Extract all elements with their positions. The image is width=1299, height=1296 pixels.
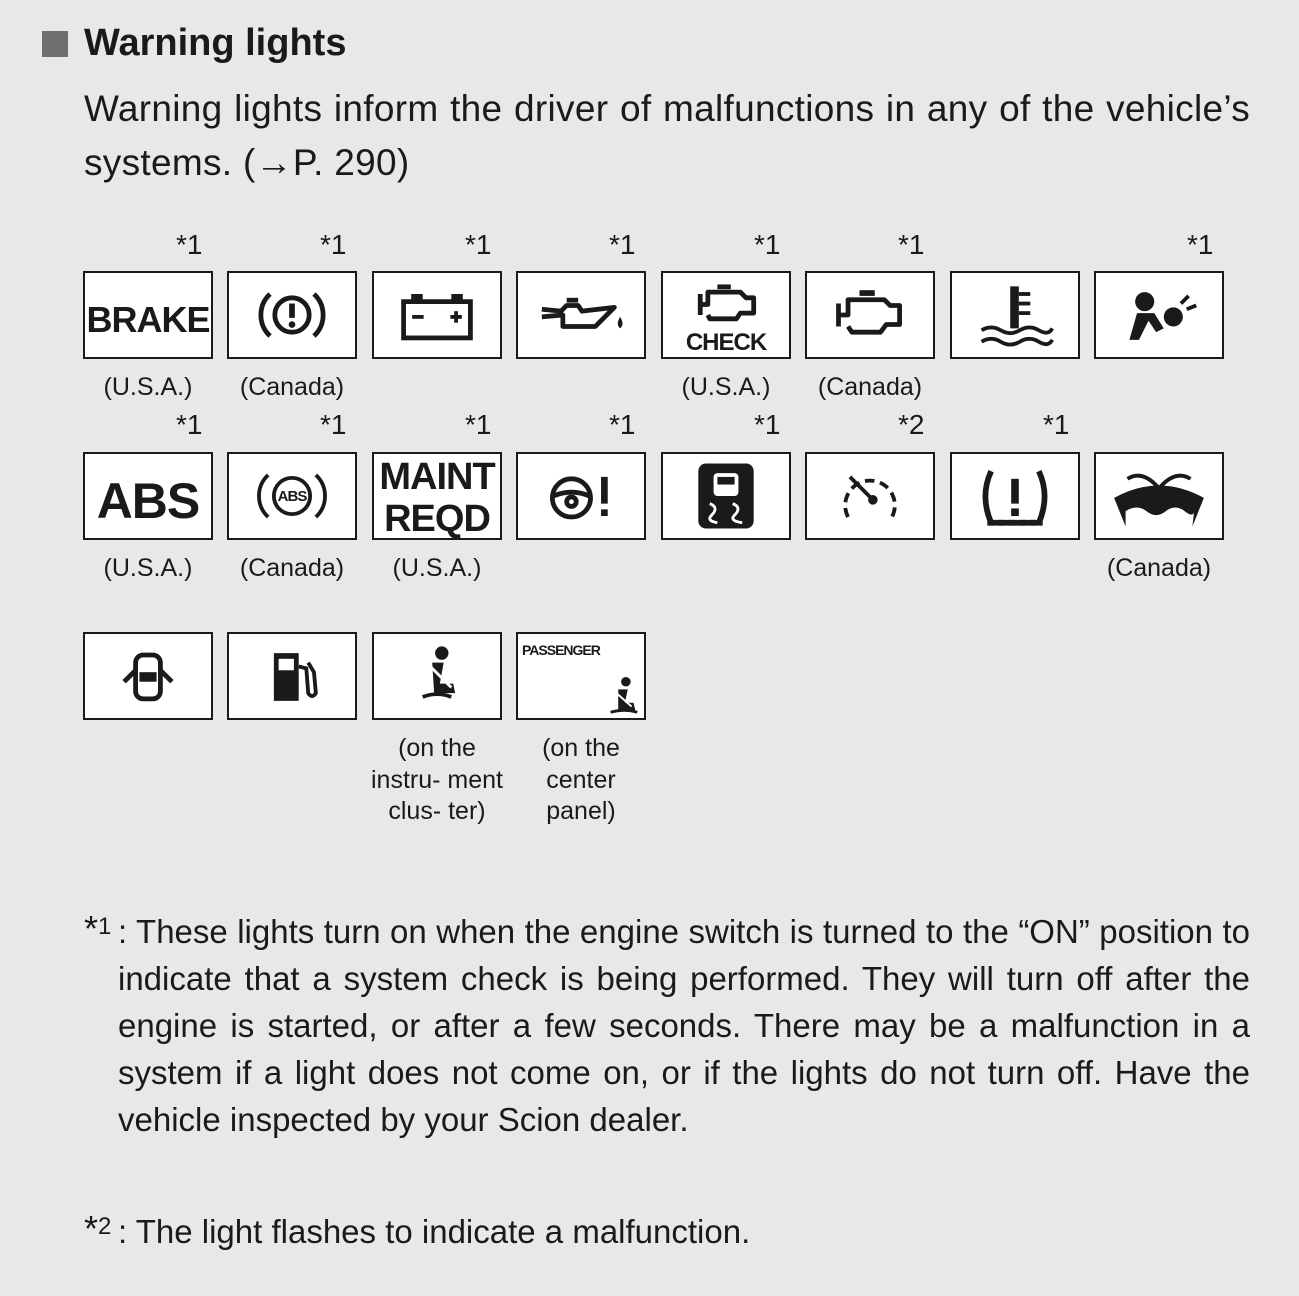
footnote-mark: *1 [1187, 229, 1214, 260]
footnote-mark: *1 [1043, 409, 1070, 440]
caption: (Canada) [239, 373, 345, 401]
seatbelt-icon [372, 632, 502, 720]
caption: (Canada) [817, 373, 923, 401]
washer-fluid-icon [1094, 452, 1224, 540]
brake-text-icon: BRAKE [83, 271, 213, 359]
abs-text-icon: ABS [83, 452, 213, 540]
heading-square-icon [42, 31, 68, 57]
footnote-mark: *1 [609, 409, 636, 440]
footnote-mark: *1 [320, 229, 347, 260]
battery-icon [372, 271, 502, 359]
check-engine-icon: CHECK [661, 271, 791, 359]
maint-reqd-icon: MAINT REQD [372, 452, 502, 540]
caption: (U.S.A.) [681, 373, 771, 401]
passenger-seatbelt-icon: PASSENGER [516, 632, 646, 720]
intro-paragraph: Warning lights inform the driver of malfunctions in any of the vehicle’s systems. (→P. 290) [84, 88, 1250, 183]
skid-indicator-icon [661, 452, 791, 540]
footnote-mark: *1 [465, 409, 492, 440]
footnote-1-mark: *$^1$ [84, 908, 112, 949]
footnote-mark: *1 [754, 409, 781, 440]
oil-can-icon [516, 271, 646, 359]
caption: (on the instru- ment clus- ter) [371, 734, 503, 825]
footnote-mark: *1 [465, 229, 492, 260]
engine-icon [805, 271, 935, 359]
footnote-mark: *1 [609, 229, 636, 260]
cruise-control-icon [805, 452, 935, 540]
caption: (U.S.A.) [392, 554, 482, 582]
footnote-mark: *2 [898, 409, 925, 440]
abs-circle-icon: ABS [227, 452, 357, 540]
caption: (U.S.A.) [103, 373, 193, 401]
footnote-mark: *1 [320, 409, 347, 440]
caption: (Canada) [239, 554, 345, 582]
airbag-icon [1094, 271, 1224, 359]
caption: (U.S.A.) [103, 554, 193, 582]
footnote-mark: *1 [176, 409, 203, 440]
footnote-1-text: : These lights turn on when the engine switch is turned to the “ON” position to indicate that a system check is being performed. They will turn off after the engine is started, or after a few seconds. There may be a malfunction in a system if a light does not come on, or if the lights do not turn off. Have the vehicle inspected by your Scion dealer. [118, 913, 1250, 1138]
power-steering-icon [516, 452, 646, 540]
footnote-mark: *1 [176, 229, 203, 260]
footnote-mark: *1 [898, 229, 925, 260]
section-heading: Warning lights [84, 22, 347, 64]
footnote-2-text: : The light flashes to indicate a malfunction. [118, 1213, 751, 1250]
caption: (Canada) [1106, 554, 1212, 582]
coolant-temperature-icon [950, 271, 1080, 359]
open-door-icon [83, 632, 213, 720]
caption: (on the center panel) [542, 734, 620, 825]
fuel-pump-icon [227, 632, 357, 720]
brake-circle-icon [227, 271, 357, 359]
footnote-mark: *1 [754, 229, 781, 260]
tire-pressure-icon [950, 452, 1080, 540]
footnote-2-mark: *$^2$ [84, 1208, 112, 1249]
